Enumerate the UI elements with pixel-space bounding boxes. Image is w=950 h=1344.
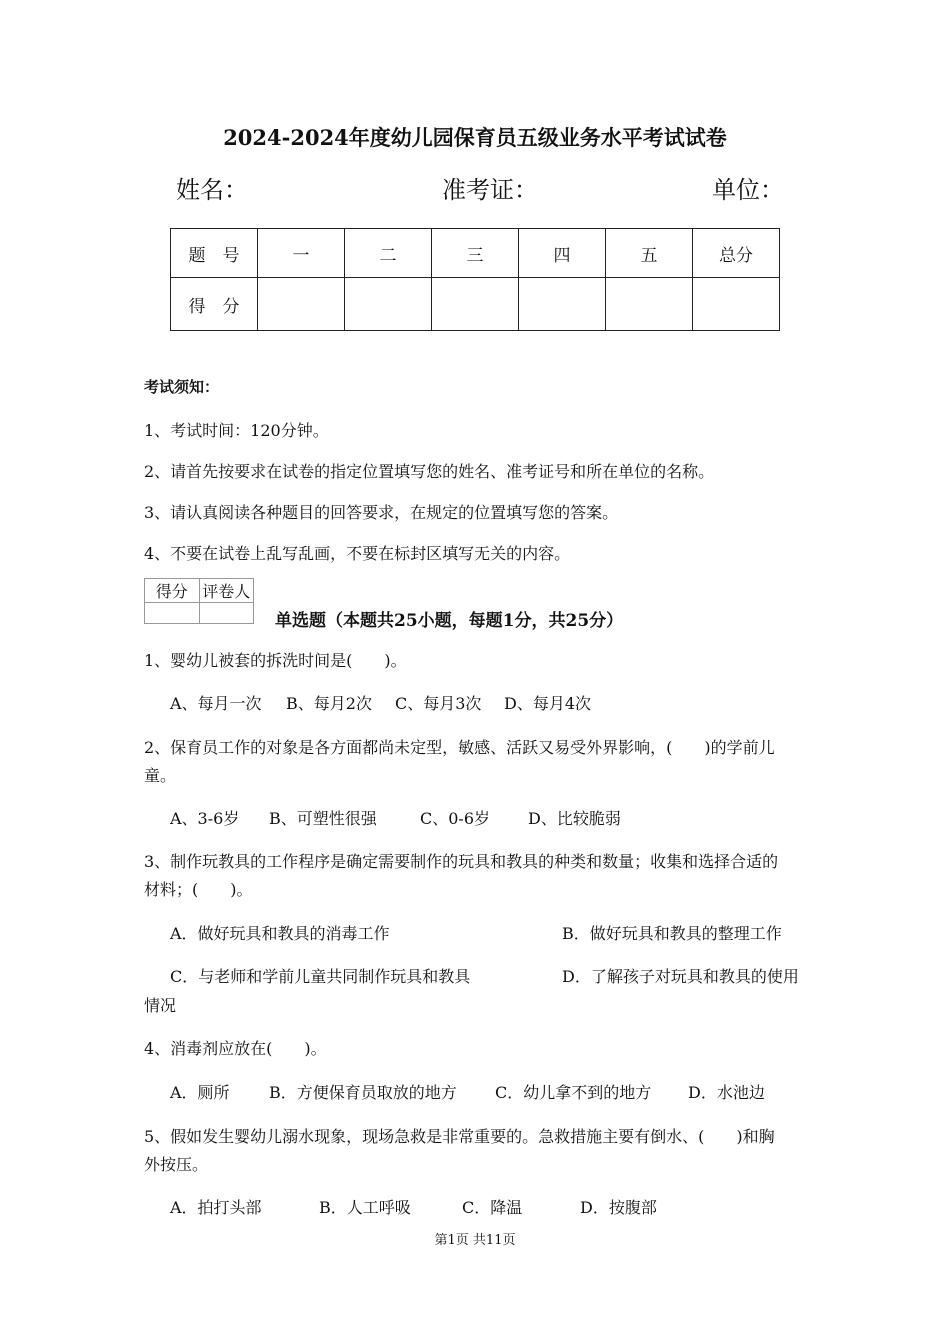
option: A．厕所 — [170, 1083, 230, 1102]
unit-label: 单位： — [712, 176, 784, 204]
section-title: 单选题（本题共25小题，每题1分，共25分） — [275, 611, 624, 631]
option: C、每月3次 — [395, 694, 482, 713]
score-table-score-row — [171, 278, 780, 331]
grader-box — [144, 578, 254, 624]
score-cell — [606, 278, 693, 331]
score-cell — [258, 278, 345, 331]
grader-score-label: 得分 — [145, 579, 200, 603]
grader-score-cell — [145, 603, 200, 624]
question-stem-continued: 童。 — [144, 766, 177, 785]
question-stem: 2、保育员工作的对象是各方面都尚未定型，敏感、活跃又易受外界影响，( )的学前儿 — [144, 738, 775, 757]
option: B．做好玩具和教具的整理工作 — [562, 924, 782, 943]
option: D．水池边 — [688, 1083, 765, 1102]
option: A．拍打头部 — [170, 1198, 262, 1217]
notice-heading: 考试须知： — [144, 378, 220, 396]
option: B、可塑性很强 — [269, 809, 377, 828]
option: C、0-6岁 — [420, 809, 491, 828]
grader-reviewer-cell — [199, 603, 254, 624]
score-header-cell: 总分 — [693, 229, 780, 278]
score-header-cell: 一 — [258, 229, 345, 278]
notice-item: 3、请认真阅读各种题目的回答要求，在规定的位置填写您的答案。 — [144, 503, 619, 522]
score-cell — [432, 278, 519, 331]
score-table — [170, 228, 780, 331]
exam-id-label: 准考证： — [442, 176, 538, 204]
score-cell — [693, 278, 780, 331]
notice-item: 2、请首先按要求在试卷的指定位置填写您的姓名、准考证号和所在单位的名称。 — [144, 462, 715, 481]
option-continued: 情况 — [144, 996, 177, 1015]
option: B．人工呼吸 — [319, 1198, 411, 1217]
name-label: 姓名： — [176, 176, 248, 204]
page-title: 2024-2024年度幼儿园保育员五级业务水平考试试卷 — [223, 125, 727, 150]
option: D、比较脆弱 — [528, 809, 621, 828]
question-stem-continued: 材料；( )。 — [144, 880, 253, 899]
option: C．幼儿拿不到的地方 — [495, 1083, 652, 1102]
option: C．与老师和学前儿童共同制作玩具和教具 — [170, 967, 471, 986]
option: D．按腹部 — [580, 1198, 657, 1217]
option: A．做好玩具和教具的消毒工作 — [170, 924, 390, 943]
page-footer: 第1页 共11页 — [434, 1233, 516, 1248]
score-table-header-row — [171, 229, 780, 278]
question-stem-continued: 外按压。 — [144, 1155, 209, 1174]
score-cell — [519, 278, 606, 331]
question-stem: 1、婴幼儿被套的拆洗时间是( )。 — [144, 651, 407, 670]
question-stem: 4、消毒剂应放在( )。 — [144, 1039, 327, 1058]
option: A、3-6岁 — [170, 809, 240, 828]
option: B．方便保育员取放的地方 — [269, 1083, 457, 1102]
notice-item: 4、不要在试卷上乱写乱画，不要在标封区填写无关的内容。 — [144, 544, 571, 563]
option: B、每月2次 — [286, 694, 372, 713]
score-header-cell: 四 — [519, 229, 606, 278]
score-row-label: 得 分 — [171, 278, 258, 331]
question-stem: 3、制作玩教具的工作程序是确定需要制作的玩具和教具的种类和数量；收集和选择合适的 — [144, 852, 779, 871]
notice-item: 1、考试时间：120分钟。 — [144, 421, 329, 440]
option: D．了解孩子对玩具和教具的使用 — [562, 967, 799, 986]
option: D、每月4次 — [504, 694, 592, 713]
score-header-cell: 五 — [606, 229, 693, 278]
question-stem: 5、假如发生婴幼儿溺水现象，现场急救是非常重要的。急救措施主要有倒水、( )和胸 — [144, 1127, 775, 1146]
score-header-cell: 题 号 — [171, 229, 258, 278]
option: A、每月一次 — [170, 694, 262, 713]
score-cell — [345, 278, 432, 331]
score-header-cell: 二 — [345, 229, 432, 278]
option: C．降温 — [462, 1198, 523, 1217]
score-header-cell: 三 — [432, 229, 519, 278]
grader-reviewer-label: 评卷人 — [199, 579, 254, 603]
